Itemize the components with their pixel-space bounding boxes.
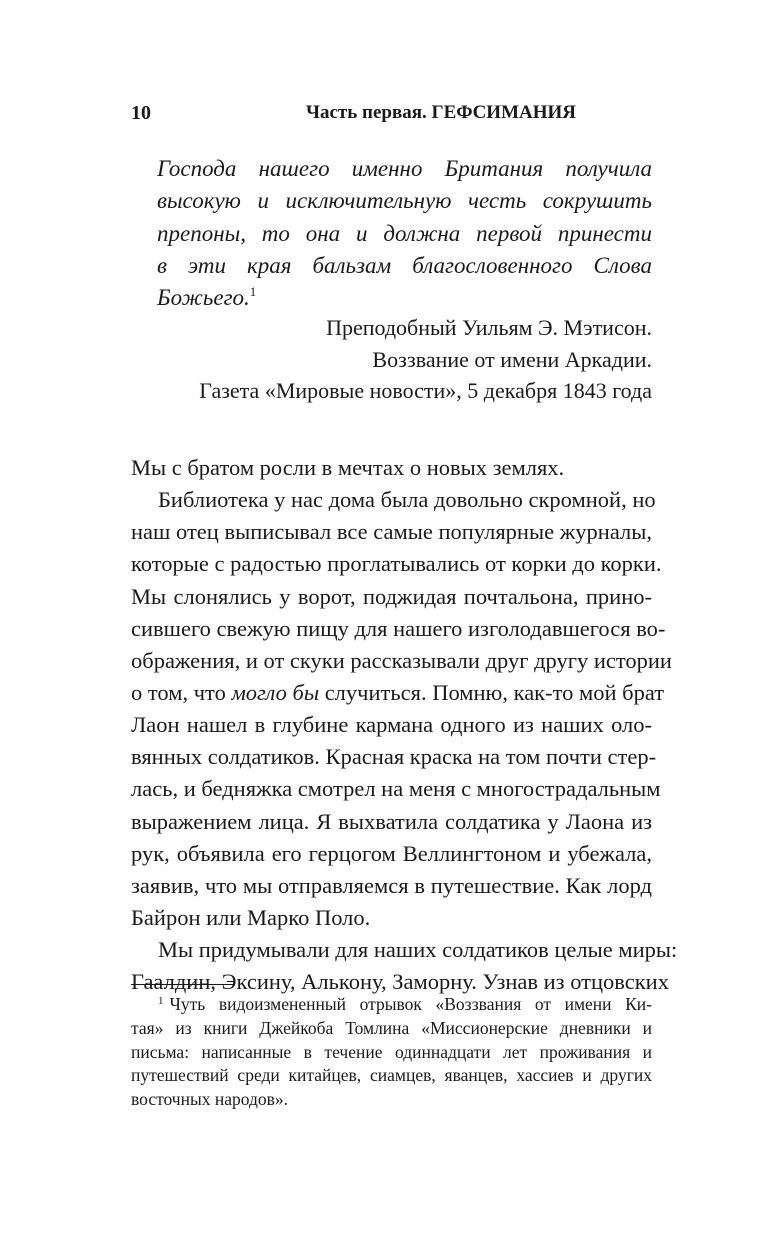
body-line: Мы придумывали для наших солдатиков целые миры: [158, 937, 678, 963]
epigraph [157, 153, 652, 314]
epigraph-last-text: Божьего. [157, 285, 250, 311]
running-head: Часть первая. ГЕФСИМАНИЯ [306, 102, 577, 123]
body-line: вянных солдатиков. Красная краска на том почти стер- [131, 744, 657, 770]
body-line: Гаалдин, Эксину, Алькону, Заморну. Узнав из отцовских [131, 969, 669, 995]
body-line: сившего свежую пищу для нашего изголодавшегося во- [131, 615, 666, 641]
body-line: ображения, и от скуки рассказывали друг другу истории [131, 647, 672, 673]
body-line: Мы с братом росли в мечтах о новых землях. [131, 455, 565, 480]
attribution-work: Воззвание от имени Аркадии. [372, 346, 652, 372]
epigraph-line: высокую и исключительную честь сокрушить [157, 188, 652, 214]
footnote [131, 993, 652, 1112]
footnote-line: путешествий среди китайцев, сиамцев, яванцев, хассиев и других [131, 1065, 652, 1086]
body-text-run: случиться. Помню, как-то мой брат [319, 679, 665, 705]
attribution-source: Газета «Мировые новости», 5 декабря 1843 года [199, 378, 652, 403]
body-line: Мы слонялись у ворот, поджидая почтальона, прино- [131, 583, 652, 609]
attribution-author: Преподобный Уильям Э. Мэтисон. [326, 315, 652, 340]
body-line: Лаон нашел в глубине кармана одного из наших оло- [131, 712, 652, 738]
body-line: которые с радостью проглатывались от корки до корки. [131, 551, 662, 577]
epigraph-line: Господа нашего именно Британия получила [157, 156, 652, 181]
footnote-divider [131, 984, 235, 985]
body-line: Байрон или Марко Поло. [131, 904, 371, 930]
epigraph-attribution [157, 312, 652, 407]
body-line: рук, объявила его герцогом Веллингтоном и убежала, [131, 840, 652, 866]
epigraph-last-line [157, 282, 652, 314]
footnote-line [131, 993, 652, 1017]
epigraph-line: в эти края бальзам благословенного Слова [157, 252, 652, 278]
footnote-line: письма: написанные в течение одиннадцати лет проживания и [131, 1041, 652, 1062]
body-line: Библиотека у нас дома была довольно скромной, но [158, 487, 656, 513]
body-text [131, 452, 678, 998]
footnote-line: тая» из книги Джейкоба Томлина «Миссионерские дневники и [131, 1017, 652, 1038]
italic-emphasis: могло бы [231, 679, 320, 705]
footnote-reference[interactable]: 1 [249, 284, 257, 300]
body-line: лась, и бедняжка смотрел на меня с многострадальным [131, 776, 661, 802]
footnote-marker: 1 [158, 995, 164, 1007]
body-text-run: о том, что [131, 679, 232, 705]
body-line: выражением лица. Я выхватила солдатика у Лаона из [131, 808, 652, 834]
footnote-line: восточных народов». [131, 1089, 289, 1110]
epigraph-line: препоны, то она и должна первой принести [157, 220, 652, 246]
footnote-text: Чуть видоизмененный отрывок «Воззвания от имени Ки- [169, 994, 652, 1014]
page-number: 10 [131, 102, 151, 124]
body-line: заявив, что мы отправляемся в путешествие. Как лорд [131, 872, 652, 898]
body-line-with-italic [131, 677, 665, 709]
page-header [131, 102, 652, 128]
body-line: наш отец выписывал все самые популярные журналы, [131, 519, 652, 545]
